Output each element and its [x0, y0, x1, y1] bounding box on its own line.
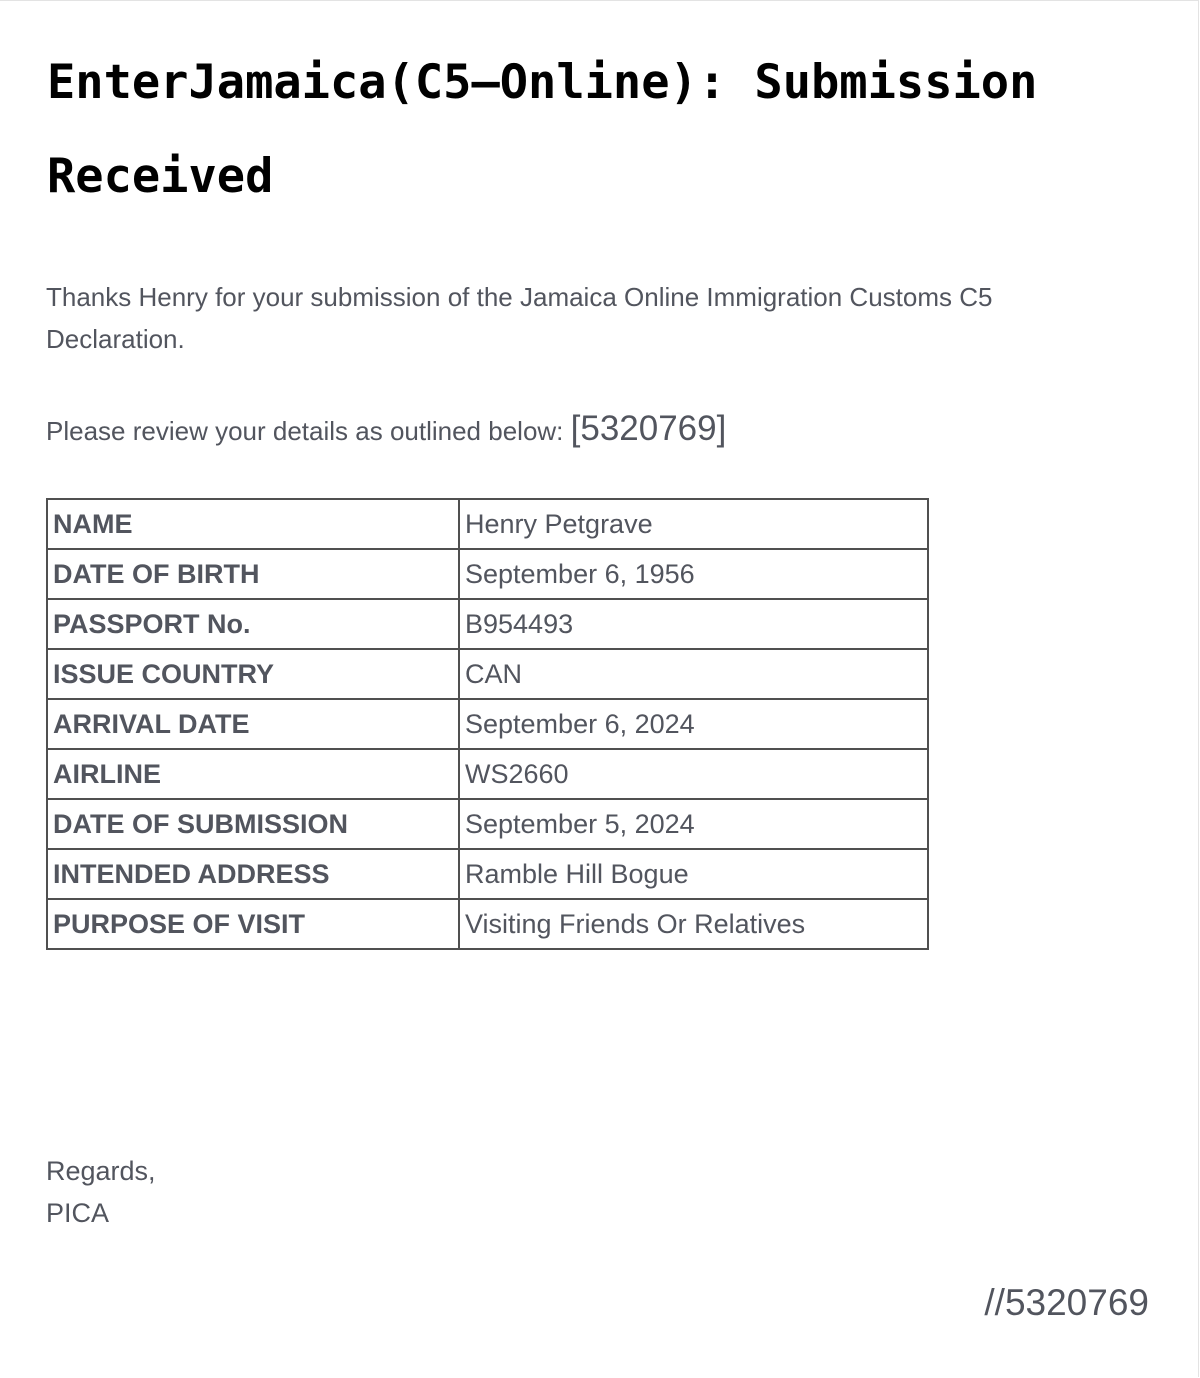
intended-address-value: Ramble Hill Bogue	[459, 849, 928, 899]
table-row	[47, 599, 928, 649]
reference-number: [5320769]	[570, 409, 727, 448]
signature-text: PICA	[46, 1198, 110, 1228]
purpose-of-visit-value: Visiting Friends Or Relatives	[459, 899, 928, 949]
signoff-block	[46, 1150, 156, 1234]
date-of-birth-label: DATE OF BIRTH	[47, 549, 459, 599]
issue-country-value: CAN	[459, 649, 928, 699]
name-label: NAME	[47, 499, 459, 549]
details-table	[46, 498, 929, 950]
table-row	[47, 499, 928, 549]
arrival-date-value: September 6, 2024	[459, 699, 928, 749]
table-row	[47, 549, 928, 599]
passport-number-label: PASSPORT No.	[47, 599, 459, 649]
review-prefix: Please review your details as outlined below:	[46, 416, 571, 446]
review-line	[46, 404, 726, 456]
date-of-submission-value: September 5, 2024	[459, 799, 928, 849]
table-row	[47, 799, 928, 849]
table-row	[47, 849, 928, 899]
table-row	[47, 649, 928, 699]
date-of-birth-value: September 6, 1956	[459, 549, 928, 599]
issue-country-label: ISSUE COUNTRY	[47, 649, 459, 699]
table-row	[47, 749, 928, 799]
passport-number-value: B954493	[459, 599, 928, 649]
signoff-text: Regards,	[46, 1156, 156, 1186]
airline-value: WS2660	[459, 749, 928, 799]
intro-text: Thanks Henry for your submission of the Jamaica Online Immigration Customs C5 Declaration.	[46, 282, 993, 354]
table-row	[47, 899, 928, 949]
arrival-date-label: ARRIVAL DATE	[47, 699, 459, 749]
purpose-of-visit-label: PURPOSE OF VISIT	[47, 899, 459, 949]
footer-reference: //5320769	[984, 1282, 1149, 1323]
table-row	[47, 699, 928, 749]
airline-label: AIRLINE	[47, 749, 459, 799]
intended-address-label: INTENDED ADDRESS	[47, 849, 459, 899]
email-title: EnterJamaica(C5–Online): Submission Received	[47, 55, 1038, 204]
date-of-submission-label: DATE OF SUBMISSION	[47, 799, 459, 849]
name-value: Henry Petgrave	[459, 499, 928, 549]
